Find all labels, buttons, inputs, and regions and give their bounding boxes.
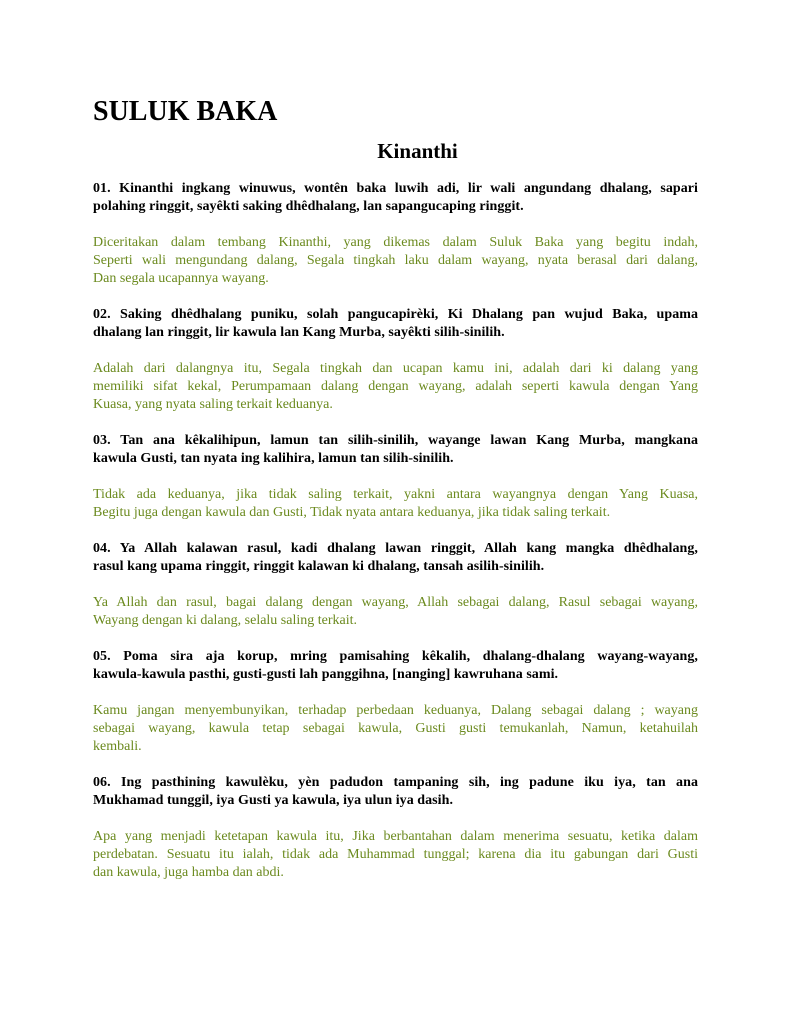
verse-text [93,540,698,576]
stanza-4 [93,540,698,630]
page-title: SULUK BAKA [93,96,278,127]
translation-text [93,702,698,756]
verse-line: 02. Saking dhêdhalang puniku, solah pangucapirèki, Ki Dhalang pan wujud Baka, upama [93,307,698,322]
verse-line: 06. Ing pasthining kawulèku, yèn padudon tampaning sih, ing padune iku iya, tan ana [93,775,698,790]
stanza-1 [93,180,698,288]
translation-line: memiliki sifat kekal, Perumpamaan dalang dengan wayang, adalah seperti kawula dengan Yang [93,379,698,394]
translation-line: dan kawula, juga hamba dan abdi. [93,865,284,880]
verse-text [93,306,698,342]
verse-line: Mukhamad tunggil, iya Gusti ya kawula, iya ulun iya dasih. [93,793,454,808]
translation-text [93,486,698,522]
translation-line: perdebatan. Sesuatu itu ialah, tidak ada Muhammad tunggal; karena dia itu gabungan dari Gusti [93,847,698,862]
translation-line: Kamu jangan menyembunyikan, terhadap perbedaan keduanya, Dalang sebagai dalang ; wayang [93,703,698,718]
translation-text [93,828,698,882]
verse-line: 04. Ya Allah kalawan rasul, kadi dhalang lawan ringgit, Allah kang mangka dhêdhalang, [93,541,698,556]
stanza-2 [93,306,698,414]
verse-line: polahing ringgit, sayêkti saking dhêdhalang, lan sapangucaping ringgit. [93,199,524,214]
translation-line: sebagai wayang, kawula tetap sebagai kawula, Gusti gusti temukanlah, Namun, ketahuilah [93,721,698,736]
translation-text [93,234,698,288]
verse-line: 03. Tan ana kêkalihipun, lamun tan silih-sinilih, wayange lawan Kang Murba, mangkana [93,433,698,448]
verse-line: 01. Kinanthi ingkang winuwus, wontên baka luwih adi, lir wali angundang dhalang, sapari [93,181,698,196]
translation-line: Wayang dengan ki dalang, selalu saling terkait. [93,613,358,628]
translation-line: kembali. [93,739,142,754]
translation-line: Dan segala ucapannya wayang. [93,271,269,286]
page-subtitle: Kinanthi [377,139,458,163]
verse-line: kawula Gusti, tan nyata ing kalihira, lamun tan silih-sinilih. [93,451,454,466]
stanza-3 [93,432,698,522]
translation-text [93,594,698,630]
translation-line: Apa yang menjadi ketetapan kawula itu, Jika berbantahan dalam menerima sesuatu, ketika dalam [93,829,698,844]
translation-line: Diceritakan dalam tembang Kinanthi, yang dikemas dalam Suluk Baka yang begitu indah, [93,235,698,250]
translation-line: Begitu juga dengan kawula dan Gusti, Tidak nyata antara keduanya, jika tidak saling terkait. [93,505,611,520]
translation-line: Ya Allah dan rasul, bagai dalang dengan wayang, Allah sebagai dalang, Rasul sebagai wayang, [93,595,698,610]
verse-text [93,774,698,810]
verse-text [93,432,698,468]
translation-line: Kuasa, yang nyata saling terkait keduanya. [93,397,333,412]
translation-line: Adalah dari dalangnya itu, Segala tingkah dan ucapan kamu ini, adalah dari ki dalang yang [93,361,698,376]
verse-line: rasul kang upama ringgit, ringgit kalawan ki dhalang, tansah asilih-sinilih. [93,559,545,574]
stanza-6 [93,774,698,882]
verse-text [93,180,698,216]
verse-text [93,648,698,684]
translation-text [93,360,698,414]
verse-line: kawula-kawula pasthi, gusti-gusti lah panggihna, [nanging] kawruhana sami. [93,667,559,682]
stanza-5 [93,648,698,756]
translation-line: Tidak ada keduanya, jika tidak saling terkait, yakni antara wayangnya dengan Yang Kuasa, [93,487,698,502]
translation-line: Seperti wali mengundang dalang, Segala tingkah laku dalam wayang, nyata berasal dari dalang, [93,253,698,268]
stanza-list [93,180,698,882]
verse-line: dhalang lan ringgit, lir kawula lan Kang Murba, sayêkti silih-sinilih. [93,325,505,340]
verse-line: 05. Poma sira aja korup, mring pamisahing kêkalih, dhalang-dhalang wayang-wayang, [93,649,698,664]
